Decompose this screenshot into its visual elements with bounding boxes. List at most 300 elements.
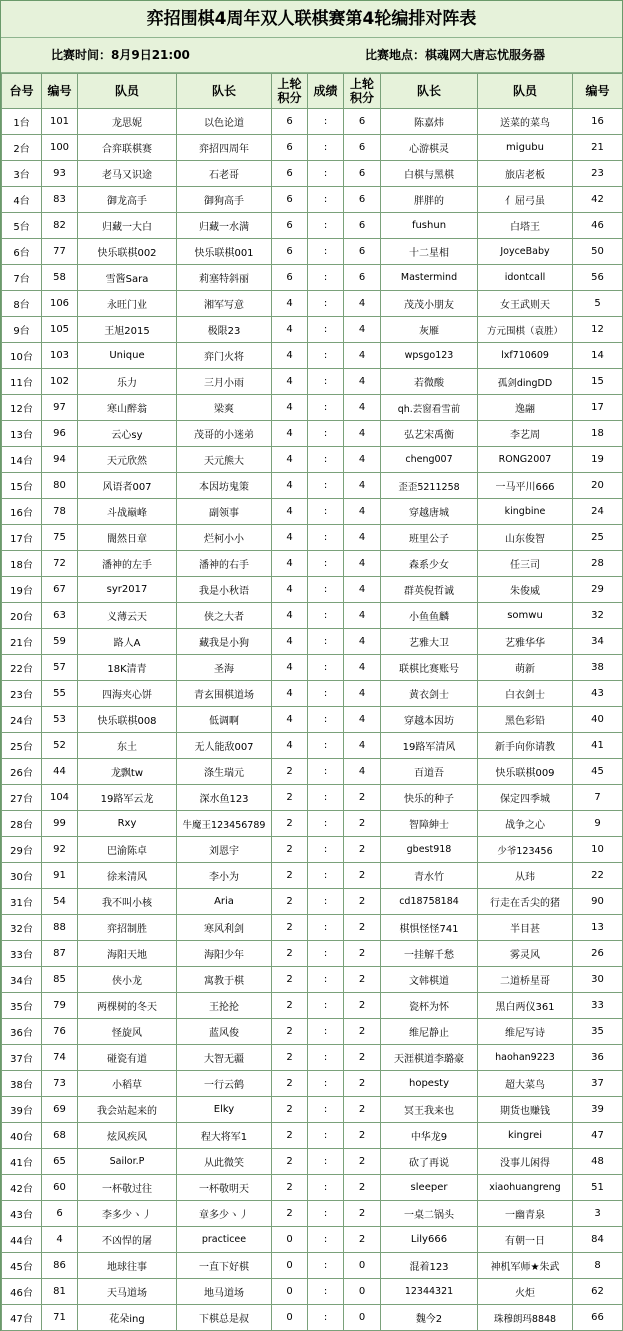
cell-player-no-right: 26: [573, 941, 623, 967]
cell-player-no-left: 60: [42, 1175, 78, 1201]
cell-member-left: 闇然日章: [78, 525, 177, 551]
table-row: [2, 239, 623, 265]
cell-member-left: 东土: [78, 733, 177, 759]
cell-member-right: 白衣剑士: [478, 681, 573, 707]
cell-last-score-left: 2: [272, 993, 308, 1019]
cell-last-score-left: 2: [272, 837, 308, 863]
cell-last-score-left: 0: [272, 1305, 308, 1331]
cell-last-score-left: 2: [272, 967, 308, 993]
cell-table-no: 8台: [2, 291, 42, 317]
cell-captain-left: 梁爽: [177, 395, 272, 421]
cell-player-no-right: 35: [573, 1019, 623, 1045]
cell-result: :: [308, 733, 344, 759]
table-row: [2, 863, 623, 889]
cell-result: :: [308, 135, 344, 161]
cell-member-right: 方元围棋（袁胜）: [478, 317, 573, 343]
table-row: [2, 889, 623, 915]
cell-captain-right: 弘艺宋禹衡: [381, 421, 478, 447]
cell-table-no: 35台: [2, 993, 42, 1019]
header-member-left: 队员: [78, 74, 177, 109]
cell-last-score-left: 4: [272, 291, 308, 317]
cell-last-score-left: 2: [272, 941, 308, 967]
cell-table-no: 26台: [2, 759, 42, 785]
cell-player-no-right: 8: [573, 1253, 623, 1279]
cell-player-no-left: 92: [42, 837, 78, 863]
cell-result: :: [308, 447, 344, 473]
header-last-score-right: 上轮 积分: [344, 74, 381, 109]
cell-last-score-left: 4: [272, 551, 308, 577]
cell-member-left: 王旭2015: [78, 317, 177, 343]
cell-captain-right: 若微酸: [381, 369, 478, 395]
cell-captain-left: 大智无疆: [177, 1045, 272, 1071]
cell-player-no-right: 30: [573, 967, 623, 993]
cell-captain-left: 归藏一水满: [177, 213, 272, 239]
cell-result: :: [308, 811, 344, 837]
cell-captain-right: 黄衣剑士: [381, 681, 478, 707]
table-row: [2, 1227, 623, 1253]
cell-last-score-right: 4: [344, 473, 381, 499]
cell-player-no-right: 19: [573, 447, 623, 473]
cell-player-no-left: 93: [42, 161, 78, 187]
cell-last-score-right: 4: [344, 707, 381, 733]
cell-player-no-right: 46: [573, 213, 623, 239]
cell-player-no-left: 79: [42, 993, 78, 1019]
table-row: [2, 395, 623, 421]
cell-captain-right: cheng007: [381, 447, 478, 473]
cell-member-right: 珠穆朗玛8848: [478, 1305, 573, 1331]
table-row: [2, 759, 623, 785]
table-row: [2, 941, 623, 967]
cell-member-right: somwu: [478, 603, 573, 629]
cell-last-score-left: 4: [272, 733, 308, 759]
cell-captain-right: wpsgo123: [381, 343, 478, 369]
cell-player-no-right: 50: [573, 239, 623, 265]
cell-result: :: [308, 291, 344, 317]
cell-member-left: 永旺门业: [78, 291, 177, 317]
cell-member-right: idontcall: [478, 265, 573, 291]
cell-table-no: 11台: [2, 369, 42, 395]
cell-last-score-left: 4: [272, 317, 308, 343]
table-row: [2, 681, 623, 707]
cell-member-left: 归藏一大白: [78, 213, 177, 239]
cell-result: :: [308, 967, 344, 993]
cell-last-score-left: 2: [272, 811, 308, 837]
cell-player-no-left: 81: [42, 1279, 78, 1305]
cell-table-no: 18台: [2, 551, 42, 577]
cell-member-right: 雾灵风: [478, 941, 573, 967]
cell-last-score-right: 6: [344, 265, 381, 291]
cell-member-right: 维尼写诗: [478, 1019, 573, 1045]
cell-player-no-left: 6: [42, 1201, 78, 1227]
cell-member-right: 艺雅华华: [478, 629, 573, 655]
cell-captain-left: 副领事: [177, 499, 272, 525]
cell-member-left: 不凶悍的屠: [78, 1227, 177, 1253]
table-row: [2, 1253, 623, 1279]
cell-table-no: 39台: [2, 1097, 42, 1123]
cell-last-score-left: 4: [272, 395, 308, 421]
table-row: [2, 525, 623, 551]
cell-captain-right: qh.芸窗看雪前: [381, 395, 478, 421]
table-row: [2, 603, 623, 629]
cell-last-score-right: 4: [344, 759, 381, 785]
cell-captain-left: 石老哥: [177, 161, 272, 187]
cell-member-left: 18K清青: [78, 655, 177, 681]
cell-captain-right: Lily666: [381, 1227, 478, 1253]
cell-last-score-right: 4: [344, 447, 381, 473]
cell-member-right: 萌新: [478, 655, 573, 681]
cell-member-left: 弈招制胜: [78, 915, 177, 941]
cell-player-no-left: 68: [42, 1123, 78, 1149]
cell-captain-right: 一挂解千愁: [381, 941, 478, 967]
cell-player-no-left: 58: [42, 265, 78, 291]
table-row: [2, 837, 623, 863]
cell-member-left: 龙飘tw: [78, 759, 177, 785]
cell-member-right: kingbine: [478, 499, 573, 525]
cell-table-no: 19台: [2, 577, 42, 603]
cell-table-no: 22台: [2, 655, 42, 681]
cell-captain-left: 潘神的右手: [177, 551, 272, 577]
cell-result: :: [308, 707, 344, 733]
cell-member-right: 没事儿闲得: [478, 1149, 573, 1175]
table-row: [2, 499, 623, 525]
cell-last-score-right: 4: [344, 551, 381, 577]
cell-last-score-right: 2: [344, 889, 381, 915]
cell-table-no: 4台: [2, 187, 42, 213]
cell-table-no: 1台: [2, 109, 42, 135]
cell-last-score-left: 6: [272, 109, 308, 135]
cell-table-no: 9台: [2, 317, 42, 343]
cell-player-no-left: 71: [42, 1305, 78, 1331]
table-row: [2, 707, 623, 733]
header-table-no: 台号: [2, 74, 42, 109]
cell-captain-left: 寓教于棋: [177, 967, 272, 993]
cell-table-no: 42台: [2, 1175, 42, 1201]
cell-captain-left: 莉塞特斜丽: [177, 265, 272, 291]
cell-player-no-left: 54: [42, 889, 78, 915]
cell-captain-right: 穿越本因坊: [381, 707, 478, 733]
cell-player-no-right: 37: [573, 1071, 623, 1097]
match-time: 比赛时间：8月9日21:00: [51, 48, 190, 62]
cell-captain-right: cd18758184: [381, 889, 478, 915]
cell-last-score-left: 2: [272, 1175, 308, 1201]
cell-last-score-left: 2: [272, 759, 308, 785]
cell-player-no-left: 67: [42, 577, 78, 603]
cell-captain-left: 从此微笑: [177, 1149, 272, 1175]
cell-table-no: 14台: [2, 447, 42, 473]
cell-last-score-right: 4: [344, 421, 381, 447]
cell-table-no: 24台: [2, 707, 42, 733]
cell-player-no-left: 74: [42, 1045, 78, 1071]
cell-last-score-left: 6: [272, 161, 308, 187]
table-row: [2, 1019, 623, 1045]
cell-last-score-right: 2: [344, 811, 381, 837]
cell-member-left: 四海夹心饼: [78, 681, 177, 707]
cell-table-no: 43台: [2, 1201, 42, 1227]
cell-captain-left: 程大将军1: [177, 1123, 272, 1149]
cell-player-no-right: 90: [573, 889, 623, 915]
cell-last-score-left: 2: [272, 1045, 308, 1071]
cell-result: :: [308, 941, 344, 967]
cell-captain-left: 寒风利剑: [177, 915, 272, 941]
cell-last-score-left: 2: [272, 915, 308, 941]
cell-captain-right: 一桌二锅头: [381, 1201, 478, 1227]
cell-member-left: 海阳天地: [78, 941, 177, 967]
cell-player-no-left: 97: [42, 395, 78, 421]
cell-table-no: 31台: [2, 889, 42, 915]
cell-captain-left: Aria: [177, 889, 272, 915]
cell-player-no-left: 80: [42, 473, 78, 499]
cell-table-no: 37台: [2, 1045, 42, 1071]
cell-captain-left: 藏我是小狗: [177, 629, 272, 655]
cell-result: :: [308, 863, 344, 889]
cell-last-score-left: 0: [272, 1253, 308, 1279]
cell-last-score-right: 2: [344, 1149, 381, 1175]
cell-captain-left: 无人能敌007: [177, 733, 272, 759]
cell-last-score-right: 6: [344, 239, 381, 265]
cell-member-right: lxf710609: [478, 343, 573, 369]
cell-player-no-right: 7: [573, 785, 623, 811]
table-row: [2, 551, 623, 577]
cell-player-no-left: 52: [42, 733, 78, 759]
cell-player-no-right: 43: [573, 681, 623, 707]
cell-table-no: 15台: [2, 473, 42, 499]
cell-member-left: 我会站起来的: [78, 1097, 177, 1123]
cell-result: :: [308, 1253, 344, 1279]
cell-member-right: 任三司: [478, 551, 573, 577]
cell-result: :: [308, 1305, 344, 1331]
cell-player-no-right: 62: [573, 1279, 623, 1305]
cell-last-score-right: 2: [344, 1123, 381, 1149]
cell-player-no-right: 10: [573, 837, 623, 863]
cell-player-no-right: 24: [573, 499, 623, 525]
cell-table-no: 44台: [2, 1227, 42, 1253]
cell-player-no-right: 47: [573, 1123, 623, 1149]
cell-member-right: 一幽青泉: [478, 1201, 573, 1227]
cell-member-left: Unique: [78, 343, 177, 369]
cell-result: :: [308, 213, 344, 239]
pairing-table: [1, 73, 623, 1331]
cell-player-no-left: 69: [42, 1097, 78, 1123]
cell-member-right: kingrei: [478, 1123, 573, 1149]
cell-captain-left: 深水鱼123: [177, 785, 272, 811]
cell-player-no-right: 56: [573, 265, 623, 291]
cell-player-no-left: 105: [42, 317, 78, 343]
cell-last-score-right: 4: [344, 603, 381, 629]
cell-player-no-right: 34: [573, 629, 623, 655]
cell-member-left: syr2017: [78, 577, 177, 603]
cell-member-right: migubu: [478, 135, 573, 161]
cell-captain-right: Mastermind: [381, 265, 478, 291]
cell-player-no-right: 33: [573, 993, 623, 1019]
cell-player-no-right: 9: [573, 811, 623, 837]
cell-last-score-left: 4: [272, 681, 308, 707]
cell-captain-right: 维尼静止: [381, 1019, 478, 1045]
cell-player-no-right: 13: [573, 915, 623, 941]
cell-last-score-left: 4: [272, 447, 308, 473]
table-row: [2, 1279, 623, 1305]
cell-member-left: 龙思妮: [78, 109, 177, 135]
cell-member-left: 合弈联棋赛: [78, 135, 177, 161]
cell-last-score-left: 4: [272, 421, 308, 447]
table-row: [2, 109, 623, 135]
header-player-no-right: 编号: [573, 74, 623, 109]
cell-captain-left: 我是小秋语: [177, 577, 272, 603]
cell-result: :: [308, 1045, 344, 1071]
page-title: 弈招围棋4周年双人联棋赛第4轮编排对阵表: [1, 1, 622, 38]
table-row: [2, 1045, 623, 1071]
cell-member-left: 斗战巅峰: [78, 499, 177, 525]
table-row: [2, 785, 623, 811]
cell-captain-right: 百道吾: [381, 759, 478, 785]
cell-table-no: 20台: [2, 603, 42, 629]
cell-player-no-left: 77: [42, 239, 78, 265]
cell-captain-left: Elky: [177, 1097, 272, 1123]
table-row: [2, 291, 623, 317]
cell-result: :: [308, 759, 344, 785]
cell-last-score-right: 2: [344, 837, 381, 863]
cell-result: :: [308, 603, 344, 629]
cell-table-no: 12台: [2, 395, 42, 421]
cell-result: :: [308, 1279, 344, 1305]
table-row: [2, 447, 623, 473]
cell-player-no-left: 91: [42, 863, 78, 889]
cell-result: :: [308, 187, 344, 213]
cell-member-right: 战争之心: [478, 811, 573, 837]
cell-last-score-left: 2: [272, 1071, 308, 1097]
cell-last-score-left: 2: [272, 1019, 308, 1045]
cell-last-score-left: 6: [272, 187, 308, 213]
cell-captain-right: 白棋与黑棋: [381, 161, 478, 187]
cell-captain-left: practicee: [177, 1227, 272, 1253]
cell-member-right: 少爷123456: [478, 837, 573, 863]
cell-result: :: [308, 421, 344, 447]
cell-member-left: 一杯敬过往: [78, 1175, 177, 1201]
cell-member-right: 行走在舌尖的猪: [478, 889, 573, 915]
table-header-row: [2, 74, 623, 109]
cell-member-left: 寒山醉翁: [78, 395, 177, 421]
cell-result: :: [308, 1201, 344, 1227]
cell-captain-left: 弈招四周年: [177, 135, 272, 161]
table-row: [2, 213, 623, 239]
table-row: [2, 1123, 623, 1149]
cell-player-no-left: 78: [42, 499, 78, 525]
cell-last-score-right: 4: [344, 681, 381, 707]
cell-table-no: 13台: [2, 421, 42, 447]
cell-member-right: 黑白两仪361: [478, 993, 573, 1019]
cell-member-left: 李多少ヽ丿: [78, 1201, 177, 1227]
cell-player-no-right: 38: [573, 655, 623, 681]
cell-captain-left: 低调啊: [177, 707, 272, 733]
cell-member-left: 潘神的左手: [78, 551, 177, 577]
cell-last-score-right: 4: [344, 343, 381, 369]
cell-player-no-right: 14: [573, 343, 623, 369]
cell-result: :: [308, 629, 344, 655]
table-row: [2, 967, 623, 993]
cell-member-right: 女王武则天: [478, 291, 573, 317]
cell-player-no-right: 25: [573, 525, 623, 551]
cell-last-score-right: 4: [344, 291, 381, 317]
table-row: [2, 1097, 623, 1123]
table-row: [2, 655, 623, 681]
cell-table-no: 38台: [2, 1071, 42, 1097]
cell-player-no-left: 73: [42, 1071, 78, 1097]
cell-captain-right: fushun: [381, 213, 478, 239]
cell-player-no-right: 15: [573, 369, 623, 395]
cell-player-no-left: 102: [42, 369, 78, 395]
cell-captain-right: 灰雁: [381, 317, 478, 343]
cell-player-no-left: 100: [42, 135, 78, 161]
cell-member-left: 路人A: [78, 629, 177, 655]
cell-last-score-right: 2: [344, 915, 381, 941]
cell-table-no: 21台: [2, 629, 42, 655]
cell-captain-left: 天元熊大: [177, 447, 272, 473]
header-member-right: 队员: [478, 74, 573, 109]
cell-last-score-left: 2: [272, 1201, 308, 1227]
cell-last-score-right: 6: [344, 135, 381, 161]
cell-captain-right: 天涯棋道李璐豪: [381, 1045, 478, 1071]
cell-captain-left: 牛魔王123456789: [177, 811, 272, 837]
cell-member-left: 小稻草: [78, 1071, 177, 1097]
cell-player-no-right: 28: [573, 551, 623, 577]
cell-member-left: 19路军云龙: [78, 785, 177, 811]
cell-player-no-right: 41: [573, 733, 623, 759]
cell-member-right: haohan9223: [478, 1045, 573, 1071]
table-row: [2, 1175, 623, 1201]
cell-captain-right: 青水竹: [381, 863, 478, 889]
match-location: 比赛地点：棋魂网大唐忘忧服务器: [365, 48, 546, 62]
cell-member-left: 云心sy: [78, 421, 177, 447]
table-row: [2, 1149, 623, 1175]
cell-last-score-left: 0: [272, 1227, 308, 1253]
cell-captain-left: 圣海: [177, 655, 272, 681]
cell-captain-left: 一直下好棋: [177, 1253, 272, 1279]
cell-player-no-left: 88: [42, 915, 78, 941]
cell-member-right: RONG2007: [478, 447, 573, 473]
cell-table-no: 46台: [2, 1279, 42, 1305]
cell-last-score-left: 2: [272, 1097, 308, 1123]
cell-member-right: 半目甚: [478, 915, 573, 941]
cell-player-no-right: 40: [573, 707, 623, 733]
cell-result: :: [308, 265, 344, 291]
cell-player-no-right: 48: [573, 1149, 623, 1175]
cell-member-left: 怪旋风: [78, 1019, 177, 1045]
info-bar: [1, 38, 622, 73]
cell-player-no-left: 72: [42, 551, 78, 577]
cell-last-score-left: 0: [272, 1279, 308, 1305]
cell-last-score-left: 4: [272, 369, 308, 395]
table-body: [2, 109, 623, 1331]
cell-captain-right: 十二星相: [381, 239, 478, 265]
cell-last-score-right: 2: [344, 967, 381, 993]
cell-captain-left: 涤生瑞元: [177, 759, 272, 785]
cell-table-no: 27台: [2, 785, 42, 811]
cell-member-left: 御龙高手: [78, 187, 177, 213]
cell-member-left: 炫风疾风: [78, 1123, 177, 1149]
cell-captain-left: 烂柯小小: [177, 525, 272, 551]
cell-last-score-left: 4: [272, 707, 308, 733]
cell-member-right: 朱俊威: [478, 577, 573, 603]
table-row: [2, 915, 623, 941]
cell-last-score-right: 4: [344, 369, 381, 395]
cell-player-no-right: 29: [573, 577, 623, 603]
cell-last-score-right: 2: [344, 1175, 381, 1201]
cell-captain-right: 联棋比赛账号: [381, 655, 478, 681]
cell-result: :: [308, 1175, 344, 1201]
cell-last-score-right: 2: [344, 863, 381, 889]
cell-last-score-left: 2: [272, 889, 308, 915]
cell-captain-left: 本因坊鬼策: [177, 473, 272, 499]
cell-captain-right: hopesty: [381, 1071, 478, 1097]
